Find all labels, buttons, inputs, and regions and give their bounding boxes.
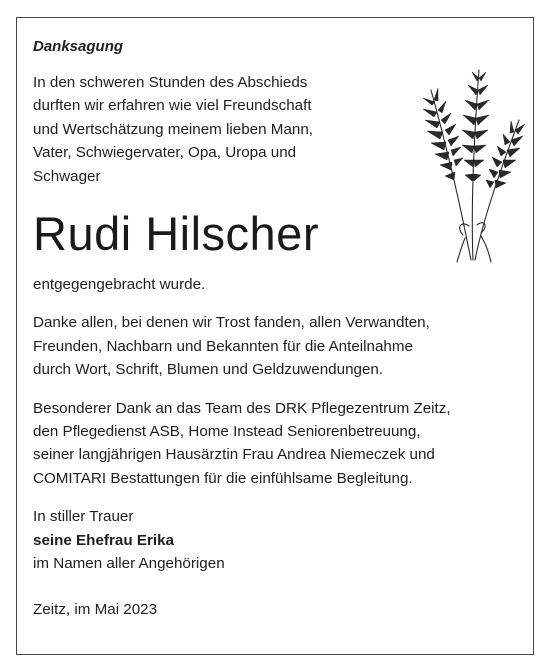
intro-line: Vater, Schwiegervater, Opa, Uropa und [33,144,297,162]
sign-line-wife: seine Ehefrau Erika [33,531,174,549]
fern-bouquet-icon [401,50,531,270]
thanks-line: Danke allen, bei denen wir Trost fanden, allen Verwandten, [33,314,430,332]
obituary-card [16,17,534,655]
thanks-text [33,311,513,381]
thanks-line: durch Wort, Schrift, Blumen und Geldzuwendungen. [33,361,384,379]
intro-line: Schwager [33,167,101,185]
special-thanks-text [33,397,513,491]
special-line: seiner langjährigen Hausärztin Frau Andrea Niemeczek und [33,446,435,464]
intro-line: durften wir erfahren wie viel Freundschaft [33,97,312,115]
special-line: den Pflegedienst ASB, Home Instead Seniorenbetreuung, [33,423,421,441]
intro-line: und Wertschätzung meinem lieben Mann, [33,120,313,138]
sign-line-relatives: im Namen aller Angehörigen [33,555,225,573]
special-line: Besonderer Dank an das Team des DRK Pflegezentrum Zeitz, [33,399,451,417]
after-name-line: entgegengebracht wurde. [33,276,206,294]
deceased-name: Rudi Hilscher [33,207,319,261]
after-name-text [33,273,513,296]
thanks-line: Freunden, Nachbarn und Bekannten für die Anteilnahme [33,337,413,355]
signature-block [33,505,513,575]
sign-line-mourning: In stiller Trauer [33,508,134,526]
intro-line: In den schweren Stunden des Abschieds [33,74,308,91]
heading: Danksagung [33,38,124,55]
special-line: COMITARI Bestattungen für die einfühlsame Begleitung. [33,469,413,487]
place-date: Zeitz, im Mai 2023 [33,600,158,618]
